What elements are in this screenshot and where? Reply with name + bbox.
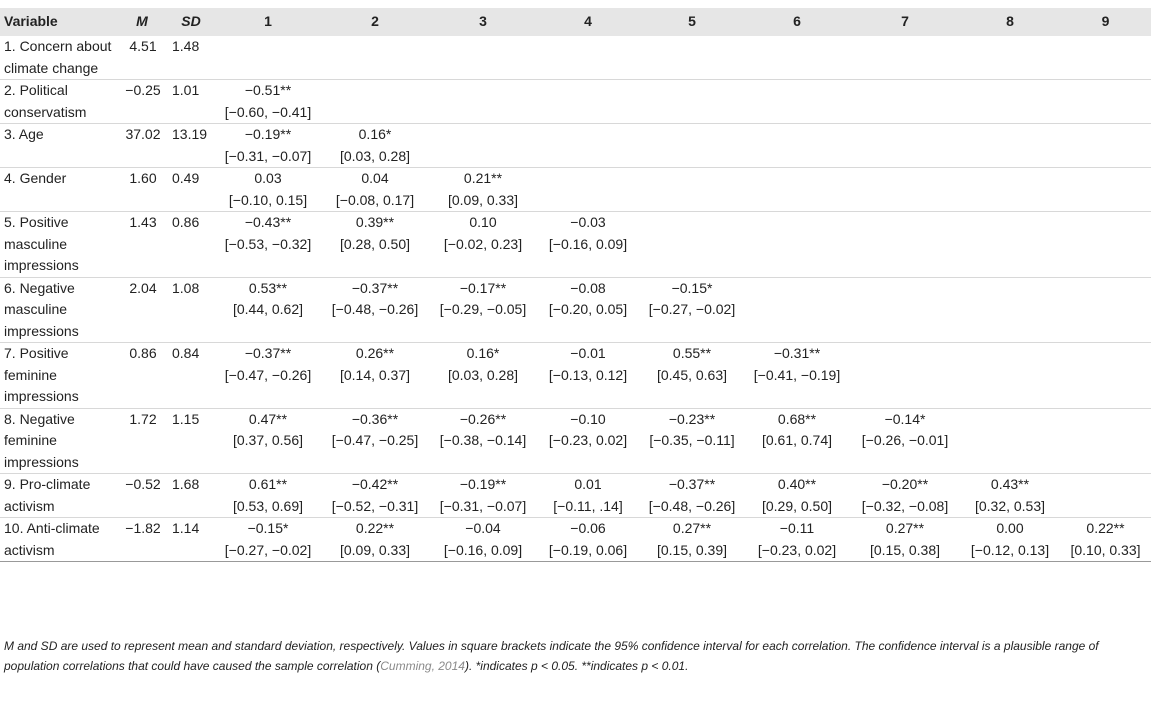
correlation-value: −0.19** — [459, 476, 507, 492]
correlation-value: 0.53** — [248, 279, 288, 296]
correlation-value: −0.04 — [465, 520, 501, 536]
correlation-cell — [1060, 408, 1151, 474]
correlation-value: −0.23** — [668, 410, 716, 427]
correlation-cell — [640, 277, 744, 343]
footnote-text-end: ). *indicates p < 0.05. **indicates p < 0.01. — [464, 659, 689, 673]
correlation-cell — [960, 474, 1060, 518]
variable-name: 3. Age — [4, 126, 44, 142]
variable-name: 4. Gender — [4, 170, 67, 186]
header-col-8: 8 — [1006, 13, 1014, 30]
correlation-value: 0.01 — [574, 476, 602, 492]
sd-value: 0.84 — [172, 345, 200, 361]
header-col-1: 1 — [264, 13, 272, 30]
mean-value: 1.60 — [129, 170, 157, 186]
table-row — [0, 343, 1151, 409]
correlation-cell — [536, 474, 640, 518]
correlation-cell — [536, 36, 640, 80]
correlation-cell — [850, 277, 960, 343]
correlation-table — [0, 8, 1151, 562]
correlation-cell — [640, 212, 744, 278]
correlation-cell — [320, 408, 430, 474]
confidence-interval: [−0.41, −0.19] — [753, 366, 841, 383]
correlation-value: 0.00 — [996, 520, 1024, 536]
correlation-cell — [216, 518, 320, 562]
confidence-interval: [0.29, 0.50] — [761, 497, 833, 514]
correlation-value: 0.39** — [355, 214, 395, 230]
correlation-cell — [1060, 277, 1151, 343]
correlation-cell — [216, 212, 320, 278]
confidence-interval: [−0.35, −0.11] — [649, 432, 735, 448]
correlation-cell — [216, 36, 320, 80]
correlation-cell — [640, 474, 744, 518]
confidence-interval: [−0.32, −0.08] — [861, 497, 949, 514]
correlation-cell — [536, 168, 640, 212]
variable-name: 6. Negative masculine impressions — [4, 279, 79, 339]
confidence-interval: [−0.52, −0.31] — [331, 497, 419, 514]
correlation-cell — [216, 277, 320, 343]
correlation-value: −0.43** — [244, 214, 292, 230]
correlation-value: 0.40** — [777, 476, 817, 492]
correlation-cell — [744, 80, 850, 124]
correlation-cell — [1060, 168, 1151, 212]
confidence-interval: [−0.20, 0.05] — [548, 301, 628, 317]
correlation-value: 0.10 — [469, 214, 497, 230]
sd-value: 1.14 — [172, 520, 200, 536]
confidence-interval: [−0.11, .14] — [553, 497, 623, 514]
confidence-interval: [0.44, 0.62] — [232, 301, 304, 317]
confidence-interval: [−0.23, 0.02] — [757, 541, 837, 558]
table-row — [0, 518, 1151, 562]
table-row — [0, 474, 1151, 518]
header-col-5: 5 — [688, 13, 696, 30]
table-row — [0, 408, 1151, 474]
correlation-cell — [430, 343, 536, 409]
correlation-cell — [216, 408, 320, 474]
correlation-value: −0.17** — [459, 279, 507, 296]
correlation-cell — [320, 36, 430, 80]
confidence-interval: [−0.12, 0.13] — [970, 541, 1050, 558]
correlation-cell — [430, 80, 536, 124]
correlation-cell — [216, 343, 320, 409]
header-col-3: 3 — [479, 13, 487, 30]
correlation-cell — [744, 474, 850, 518]
confidence-interval: [0.03, 0.28] — [447, 366, 519, 383]
mean-value: 0.86 — [129, 345, 157, 361]
confidence-interval: [0.15, 0.39] — [656, 541, 728, 558]
mean-value: 1.72 — [129, 410, 157, 427]
variable-name: 9. Pro-climate activism — [4, 476, 91, 514]
confidence-interval: [−0.10, 0.15] — [228, 191, 308, 208]
table-row — [0, 168, 1151, 212]
confidence-interval: [0.45, 0.63] — [656, 366, 728, 383]
correlation-cell — [640, 518, 744, 562]
correlation-value: 0.03 — [254, 170, 282, 186]
correlation-value: 0.16* — [358, 126, 392, 142]
correlation-cell — [850, 168, 960, 212]
correlation-cell — [320, 80, 430, 124]
correlation-value: 0.27** — [672, 520, 712, 536]
correlation-cell — [744, 124, 850, 168]
correlation-cell — [536, 80, 640, 124]
confidence-interval: [−0.26, −0.01] — [861, 432, 949, 448]
mean-value: 2.04 — [129, 279, 157, 296]
correlation-value: 0.22** — [355, 520, 395, 536]
correlation-cell — [216, 124, 320, 168]
header-col-6: 6 — [793, 13, 801, 30]
confidence-interval: [−0.19, 0.06] — [548, 541, 628, 558]
correlation-value: 0.27** — [885, 520, 925, 536]
correlation-cell — [536, 343, 640, 409]
table-row — [0, 212, 1151, 278]
correlation-value: −0.31** — [773, 345, 821, 361]
confidence-interval: [0.09, 0.33] — [447, 191, 519, 208]
table-row — [0, 124, 1151, 168]
table-row — [0, 36, 1151, 80]
correlation-cell — [320, 168, 430, 212]
correlation-cell — [960, 168, 1060, 212]
correlation-cell — [320, 343, 430, 409]
variable-name: 1. Concern about climate change — [4, 38, 112, 76]
correlation-cell — [216, 474, 320, 518]
correlation-value: 0.43** — [990, 476, 1030, 492]
confidence-interval: [−0.31, −0.07] — [439, 497, 527, 514]
correlation-cell — [536, 212, 640, 278]
table-body — [0, 36, 1151, 562]
correlation-cell — [640, 80, 744, 124]
confidence-interval: [−0.31, −0.07] — [224, 147, 312, 164]
correlation-value: 0.22** — [1086, 520, 1125, 536]
correlation-cell — [960, 343, 1060, 409]
correlation-cell — [430, 518, 536, 562]
correlation-cell — [960, 277, 1060, 343]
confidence-interval: [−0.16, 0.09] — [443, 541, 523, 558]
correlation-cell — [320, 474, 430, 518]
correlation-cell — [640, 124, 744, 168]
header-col-4: 4 — [584, 13, 592, 30]
correlation-cell — [1060, 124, 1151, 168]
correlation-value: −0.15* — [247, 520, 289, 536]
header-variable: Variable — [4, 13, 58, 30]
correlation-cell — [850, 408, 960, 474]
correlation-value: −0.19** — [244, 126, 292, 142]
correlation-cell — [744, 212, 850, 278]
correlation-value: −0.06 — [570, 520, 606, 536]
header-row — [0, 8, 1151, 36]
correlation-cell — [850, 474, 960, 518]
confidence-interval: [−0.27, −0.02] — [648, 301, 736, 317]
mean-value: 1.43 — [129, 214, 157, 230]
confidence-interval: [0.32, 0.53] — [974, 497, 1046, 514]
correlation-cell — [430, 212, 536, 278]
sd-value: 1.15 — [172, 410, 200, 427]
correlation-cell — [536, 124, 640, 168]
correlation-value: 0.47** — [248, 410, 288, 427]
correlation-cell — [430, 474, 536, 518]
correlation-cell — [320, 277, 430, 343]
confidence-interval: [0.10, 0.33] — [1070, 541, 1141, 558]
sd-value: 0.86 — [172, 214, 200, 230]
correlation-cell — [850, 343, 960, 409]
correlation-cell — [430, 124, 536, 168]
correlation-cell — [744, 36, 850, 80]
correlation-cell — [640, 343, 744, 409]
correlation-cell — [744, 168, 850, 212]
correlation-cell — [430, 408, 536, 474]
confidence-interval: [−0.53, −0.32] — [224, 235, 312, 252]
confidence-interval: [0.09, 0.33] — [339, 541, 411, 558]
correlation-value: 0.16* — [466, 345, 500, 361]
correlation-value: −0.15* — [671, 279, 713, 296]
correlation-value: −0.14* — [884, 410, 926, 427]
sd-value: 1.48 — [172, 38, 200, 54]
correlation-cell — [960, 518, 1060, 562]
confidence-interval: [−0.60, −0.41] — [224, 103, 312, 120]
confidence-interval: [−0.23, 0.02] — [548, 432, 628, 448]
correlation-value: −0.03 — [570, 214, 606, 230]
correlation-cell — [430, 277, 536, 343]
table-header — [0, 8, 1151, 36]
correlation-value: −0.26** — [459, 410, 507, 427]
confidence-interval: [−0.48, −0.26] — [648, 497, 736, 514]
table-footnote — [4, 636, 1144, 676]
correlation-value: −0.10 — [570, 410, 606, 427]
correlation-cell — [216, 168, 320, 212]
correlation-cell — [216, 80, 320, 124]
header-col-9: 9 — [1101, 13, 1110, 30]
confidence-interval: [−0.08, 0.17] — [335, 191, 415, 208]
header-m: M — [136, 13, 148, 30]
table-row — [0, 277, 1151, 343]
correlation-cell — [320, 124, 430, 168]
table-row — [0, 80, 1151, 124]
citation-link[interactable]: Cumming, 2014 — [380, 659, 465, 673]
correlation-cell — [430, 36, 536, 80]
confidence-interval: [0.15, 0.38] — [869, 541, 941, 558]
mean-value: 37.02 — [125, 126, 161, 142]
confidence-interval: [0.61, 0.74] — [761, 432, 833, 448]
correlation-cell — [1060, 343, 1151, 409]
mean-value: −1.82 — [125, 520, 161, 536]
correlation-cell — [640, 408, 744, 474]
correlation-cell — [744, 343, 850, 409]
correlation-value: 0.68** — [777, 410, 817, 427]
correlation-cell — [744, 518, 850, 562]
correlation-cell — [320, 518, 430, 562]
confidence-interval: [−0.48, −0.26] — [331, 301, 419, 317]
correlation-cell — [640, 36, 744, 80]
mean-value: −0.52 — [125, 476, 161, 492]
confidence-interval: [0.14, 0.37] — [339, 366, 411, 383]
correlation-value: −0.20** — [881, 476, 929, 492]
footnote-text: M and SD are used to represent mean and standard deviation, respectively. Values in square brackets indicate the 95% confidence interval for each correlation. The confidence interval is a plausible range of population correlations that could have caused the sample correlation ( — [4, 639, 1099, 673]
header-col-7: 7 — [901, 13, 909, 30]
variable-name: 8. Negative feminine impressions — [4, 410, 79, 470]
correlation-value: 0.21** — [463, 170, 503, 186]
correlation-value: −0.37** — [668, 476, 716, 492]
sd-value: 1.01 — [172, 82, 200, 98]
correlation-cell — [1060, 80, 1151, 124]
header-col-2: 2 — [371, 13, 379, 30]
header-sd: SD — [181, 13, 201, 30]
correlation-cell — [960, 80, 1060, 124]
mean-value: 4.51 — [129, 38, 157, 54]
sd-value: 0.49 — [172, 170, 200, 186]
confidence-interval: [−0.29, −0.05] — [439, 301, 527, 317]
sd-value: 1.68 — [172, 476, 200, 492]
correlation-cell — [850, 80, 960, 124]
variable-name: 2. Political conservatism — [4, 82, 87, 120]
confidence-interval: [0.03, 0.28] — [339, 147, 411, 164]
correlation-cell — [640, 168, 744, 212]
correlation-cell — [744, 408, 850, 474]
sd-value: 1.08 — [172, 279, 200, 296]
correlation-value: 0.61** — [248, 476, 288, 492]
variable-name: 10. Anti-climate activism — [4, 520, 100, 558]
confidence-interval: [0.53, 0.69] — [232, 497, 304, 514]
correlation-cell — [430, 168, 536, 212]
confidence-interval: [0.28, 0.50] — [339, 235, 411, 252]
correlation-cell — [850, 36, 960, 80]
correlation-cell — [1060, 212, 1151, 278]
correlation-value: −0.37** — [244, 345, 292, 361]
correlation-cell — [1060, 518, 1151, 562]
sd-value: 13.19 — [172, 126, 208, 142]
correlation-cell — [850, 124, 960, 168]
confidence-interval: [−0.27, −0.02] — [224, 541, 312, 558]
correlation-value: 0.04 — [361, 170, 389, 186]
correlation-value: 0.55** — [672, 345, 712, 361]
confidence-interval: [−0.02, 0.23] — [443, 235, 523, 252]
correlation-cell — [536, 408, 640, 474]
confidence-interval: [0.37, 0.56] — [232, 432, 304, 448]
correlation-cell — [850, 212, 960, 278]
confidence-interval: [−0.47, −0.26] — [224, 366, 312, 383]
correlation-value: −0.11 — [779, 520, 815, 536]
correlation-cell — [536, 518, 640, 562]
correlation-cell — [1060, 36, 1151, 80]
confidence-interval: [−0.47, −0.25] — [331, 432, 419, 448]
variable-name: 5. Positive masculine impressions — [4, 214, 79, 273]
correlation-cell — [960, 212, 1060, 278]
correlation-value: −0.01 — [570, 345, 606, 361]
mean-value: −0.25 — [125, 82, 161, 98]
confidence-interval: [−0.16, 0.09] — [548, 235, 628, 252]
confidence-interval: [−0.38, −0.14] — [439, 432, 527, 448]
correlation-cell — [744, 277, 850, 343]
correlation-cell — [850, 518, 960, 562]
correlation-value: −0.08 — [570, 279, 606, 296]
correlation-value: −0.36** — [351, 410, 399, 427]
correlation-cell — [320, 212, 430, 278]
variable-name: 7. Positive feminine impressions — [4, 345, 79, 404]
correlation-value: −0.42** — [351, 476, 399, 492]
correlation-value: 0.26** — [355, 345, 395, 361]
correlation-value: −0.51** — [244, 82, 292, 98]
correlation-cell — [960, 408, 1060, 474]
correlation-cell — [536, 277, 640, 343]
correlation-value: −0.37** — [351, 279, 399, 296]
confidence-interval: [−0.13, 0.12] — [548, 366, 628, 383]
correlation-cell — [1060, 474, 1151, 518]
correlation-cell — [960, 36, 1060, 80]
correlation-cell — [960, 124, 1060, 168]
